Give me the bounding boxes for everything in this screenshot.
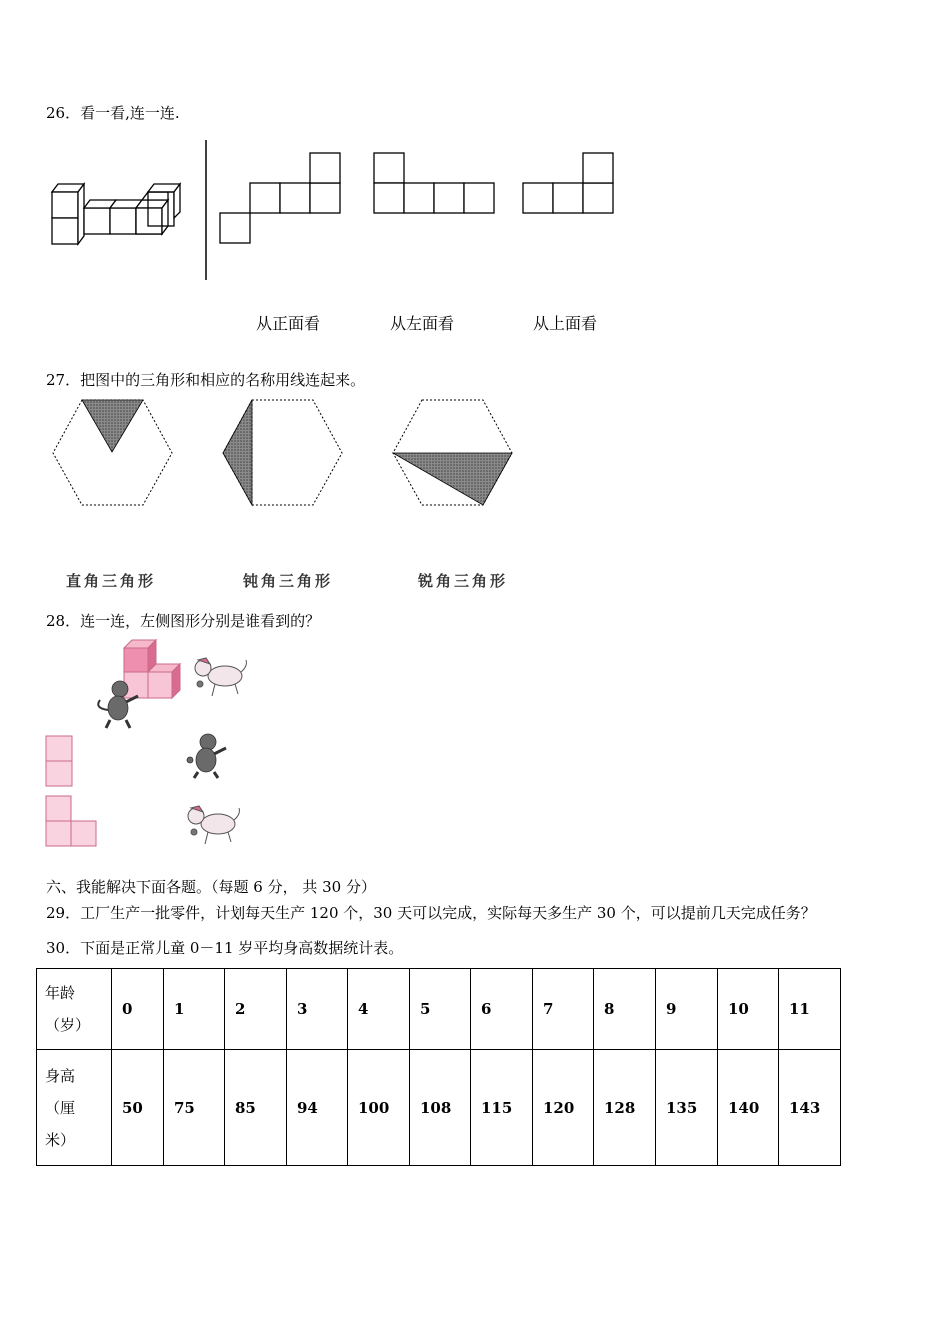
table-row-age [37, 969, 841, 1050]
hexagon-1 [53, 400, 172, 505]
height-cell: 143 [779, 1050, 841, 1166]
section-six-heading: 六、我能解决下面各题。（每题 6 分， 共 30 分） [46, 878, 376, 896]
q28-text: 28．连一连，左侧图形分别是谁看到的？ [46, 612, 321, 630]
view-shape-2 [46, 796, 96, 846]
age-cell: 2 [225, 969, 287, 1050]
view-label-front: 从正面看 [256, 314, 321, 333]
height-cell: 128 [594, 1050, 656, 1166]
dog-icon-bottom [188, 806, 239, 844]
height-cell: 94 [287, 1050, 348, 1166]
age-cell: 0 [112, 969, 164, 1050]
age-cell: 4 [348, 969, 410, 1050]
age-cell: 11 [779, 969, 841, 1050]
q27-text: 27．把图中的三角形和相应的名称用线连起来。 [46, 371, 366, 389]
height-table [36, 968, 841, 1166]
age-cell: 6 [471, 969, 533, 1050]
height-cell: 135 [656, 1050, 718, 1166]
q29-text: 29．工厂生产一批零件，计划每天生产 120 个，30 天可以完成，实际每天多生产 30 个，可以提前几天完成任务？ [46, 904, 816, 922]
cube-solid [52, 184, 180, 244]
height-cell: 75 [164, 1050, 225, 1166]
view-label-top: 从上面看 [533, 314, 598, 333]
view-label-left: 从左面看 [390, 314, 455, 333]
height-cell: 108 [410, 1050, 471, 1166]
height-header: 身高 （厘 米） [37, 1050, 112, 1166]
height-cell: 120 [533, 1050, 594, 1166]
dog-icon-top [195, 658, 246, 696]
q30-text: 30．下面是正常儿童 0－11 岁平均身高数据统计表。 [46, 939, 404, 957]
view-figure-b [374, 153, 494, 213]
q26-text: 26．看一看,连一连. [46, 104, 180, 122]
age-cell: 3 [287, 969, 348, 1050]
height-cell: 50 [112, 1050, 164, 1166]
age-cell: 8 [594, 969, 656, 1050]
pink-blocks-solid [124, 640, 180, 698]
q26-figure [40, 140, 640, 290]
hexagon-3 [393, 400, 512, 505]
table-row-height [37, 1050, 841, 1166]
height-cell: 85 [225, 1050, 287, 1166]
height-cell: 100 [348, 1050, 410, 1166]
age-cell: 7 [533, 969, 594, 1050]
view-figure-c [523, 153, 613, 213]
age-header: 年龄 （岁） [37, 969, 112, 1050]
label-right-triangle: 直角三角形 [66, 572, 157, 590]
view-figure-a [220, 153, 340, 243]
label-obtuse-triangle: 钝角三角形 [243, 572, 334, 590]
hexagon-2 [223, 400, 342, 505]
age-cell: 10 [718, 969, 779, 1050]
age-cell: 1 [164, 969, 225, 1050]
age-cell: 9 [656, 969, 718, 1050]
height-cell: 115 [471, 1050, 533, 1166]
label-acute-triangle: 锐角三角形 [418, 572, 509, 590]
age-cell: 5 [410, 969, 471, 1050]
height-cell: 140 [718, 1050, 779, 1166]
q28-figure [40, 638, 260, 850]
monkey-icon-middle [187, 734, 226, 778]
q27-figure [45, 395, 525, 510]
view-shape-1 [46, 736, 72, 786]
